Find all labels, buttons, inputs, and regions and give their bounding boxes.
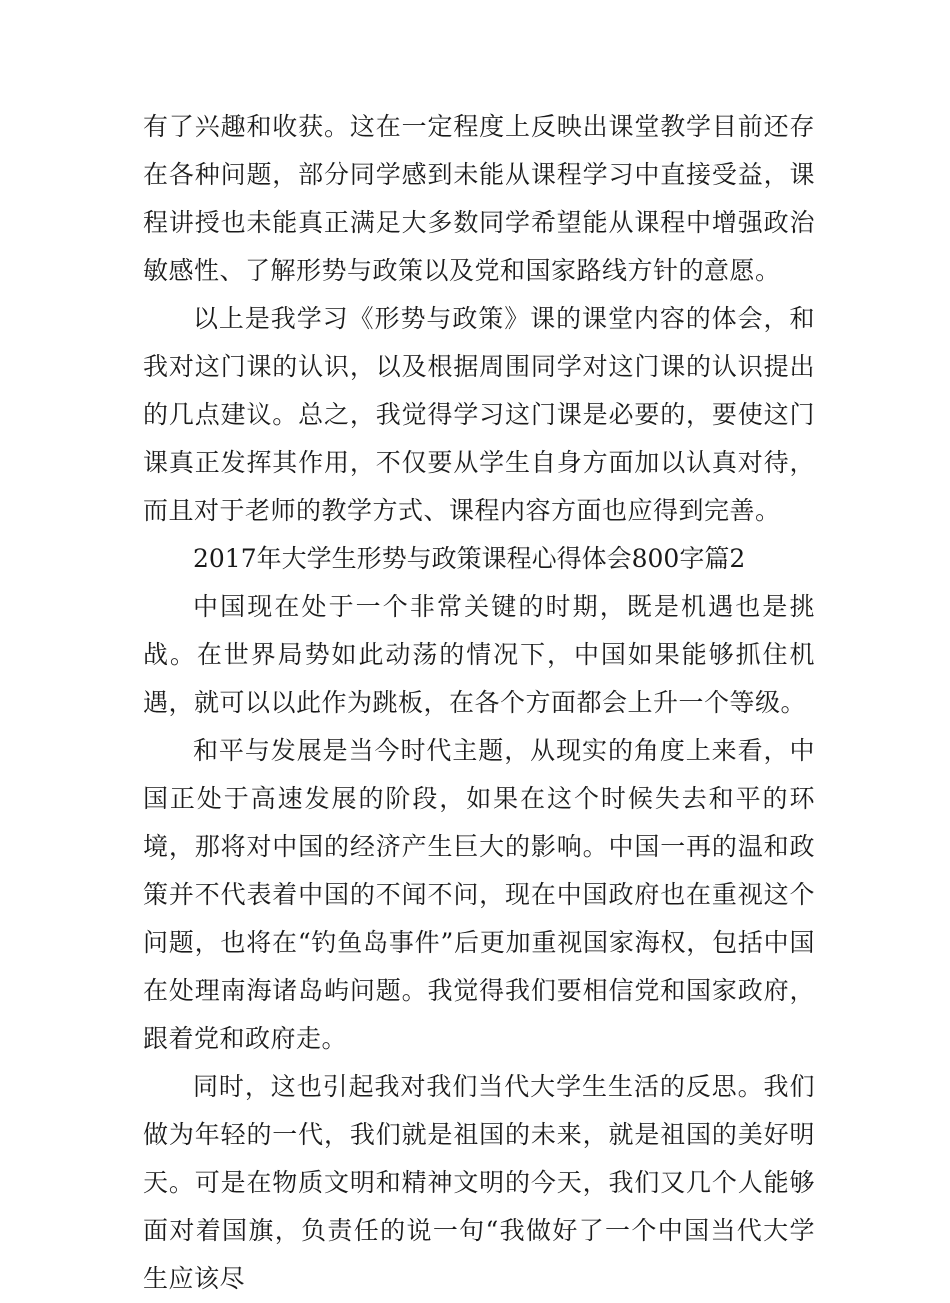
paragraph-opportunity: 中国现在处于一个非常关键的时期，既是机遇也是挑战。在世界局势如此动荡的情况下，中国如果能够抓住机遇，就可以以此作为跳板，在各个方面都会上升一个等级。 (143, 592, 815, 717)
section-heading: 2017年大学生形势与政策课程心得体会800字篇2 (193, 544, 746, 573)
document-body (143, 103, 815, 1303)
paragraph-summary: 以上是我学习《形势与政策》课的课堂内容的体会，和我对这门课的认识，以及根据周围同学对这门课的认识提出的几点建议。总之，我觉得学习这门课是必要的，要使这门课真正发挥其作用，不仅要从学生自身方面加以认真对待，而且对于老师的教学方式、课程内容方面也应得到完善。 (143, 304, 815, 525)
paragraph-peace-development: 和平与发展是当今时代主题，从现实的角度上来看，中国正处于高速发展的阶段，如果在这个时候失去和平的环境，那将对中国的经济产生巨大的影响。中国一再的温和政策并不代表着中国的不闻不问，现在中国政府也在重视这个问题，也将在“钓鱼岛事件”后更加重视国家海权，包括中国在处理南海诸岛屿问题。我觉得我们要相信党和国家政府，跟着党和政府走。 (143, 736, 815, 1053)
paragraph-reflection: 同时，这也引起我对我们当代大学生生活的反思。我们做为年轻的一代，我们就是祖国的未来，就是祖国的美好明天。可是在物质文明和精神文明的今天，我们又几个人能够面对着国旗，负责任的说一句“我做好了一个中国当代大学生应该尽 (143, 1072, 815, 1293)
paragraph-continuation: 有了兴趣和收获。这在一定程度上反映出课堂教学目前还存在各种问题，部分同学感到未能从课程学习中直接受益，课程讲授也未能真正满足大多数同学希望能从课程中增强政治敏感性、了解形势与政策以及党和国家路线方针的意愿。 (143, 112, 815, 285)
